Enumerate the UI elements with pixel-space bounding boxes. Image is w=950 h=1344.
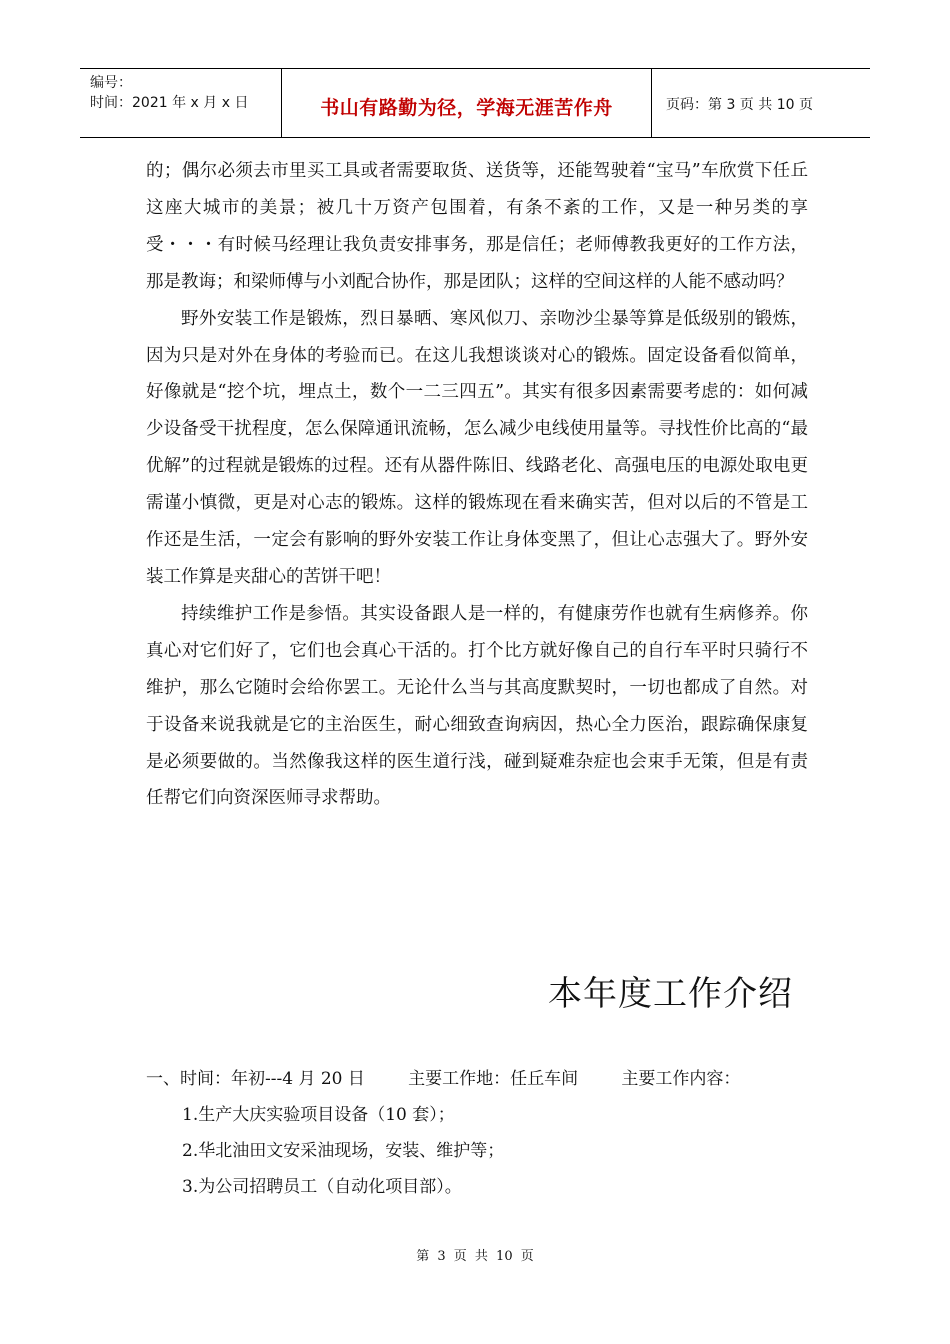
page-footer: 第 3 页 共 10 页 [416, 1249, 534, 1264]
work-item: 3.为公司招聘员工（自动化项目部）。 [182, 1177, 462, 1197]
header-meta [80, 69, 282, 137]
body-text [146, 153, 808, 817]
header-page-info: 页码：第 3 页 共 10 页 [666, 97, 813, 113]
body-paragraph: 持续维护工作是参悟。其实设备跟人是一样的，有健康劳作也就有生病修养。你真心对它们好了，它们也会真心干活的。打个比方就好像自己的自行车平时只骑行不维护，那么它随时会给你罢工。无论什么当与其高度默契时，一切也都成了自然。对于设备来说我就是它的主治医生，耐心细致查询病因，热心全力医治，跟踪确保康复是必须要做的。当然像我这样的医生道行浅，碰到疑难杂症也会束手无策，但是有责任帮它们向资深医师寻求帮助。 [146, 603, 808, 809]
body-paragraph: 的；偶尔必须去市里买工具或者需要取货、送货等，还能驾驶着“宝马”车欣赏下任丘这座大城市的美景；被几十万资产包围着，有条不紊的工作，又是一种另类的享受・・・有时候马经理让我负责安排事务，那是信任；老师傅教我更好的工作方法，那是教诲；和梁师傅与小刘配合协作，那是团队；这样的空间这样的人能不感动吗？ [146, 161, 808, 292]
document-header [80, 68, 870, 138]
header-page-cell [652, 69, 870, 137]
document-number-label: 编号： [90, 75, 132, 91]
header-motto: 书山有路勤为径，学海无涯苦作舟 [320, 96, 613, 119]
section-title: 本年度工作介绍 [548, 974, 793, 1014]
work-item: 1.生产大庆实验项目设备（10 套）； [182, 1105, 455, 1125]
document-date: 时间：2021 年 x 月 x 日 [90, 95, 249, 111]
body-paragraph: 野外安装工作是锻炼，烈日暴晒、寒风似刀、亲吻沙尘暴等算是低级别的锻炼， 因为只是对外在身体的考验而已。在这儿我想谈谈对心的锻炼。固定设备看似简单，好像就是“挖个坑，埋点土，数个一二三四五”。其实有很多因素需要考虑的：如何减少设备受干扰程度，怎么保障通讯流畅，怎么减少电线使用量等。寻找性价比高的“最优解”的过程就是锻炼的过程。还有从器件陈旧、线路老化、高强电压的电源处取电更需谨小慎微，更是对心志的锻炼。这样的锻炼现在看来确实苦，但对以后的不管是工作还是生活，一定会有影响的野外安装工作让身体变黑了，但让心志强大了。野外安装工作算是夹甜心的苦饼干吧！ [146, 308, 808, 587]
work-item: 2.华北油田文安采油现场，安装、维护等； [182, 1141, 505, 1161]
header-motto-cell [282, 69, 652, 137]
summary-line: 一、时间：年初---4 月 20 日 主要工作地：任丘车间 主要工作内容： [146, 1069, 741, 1089]
